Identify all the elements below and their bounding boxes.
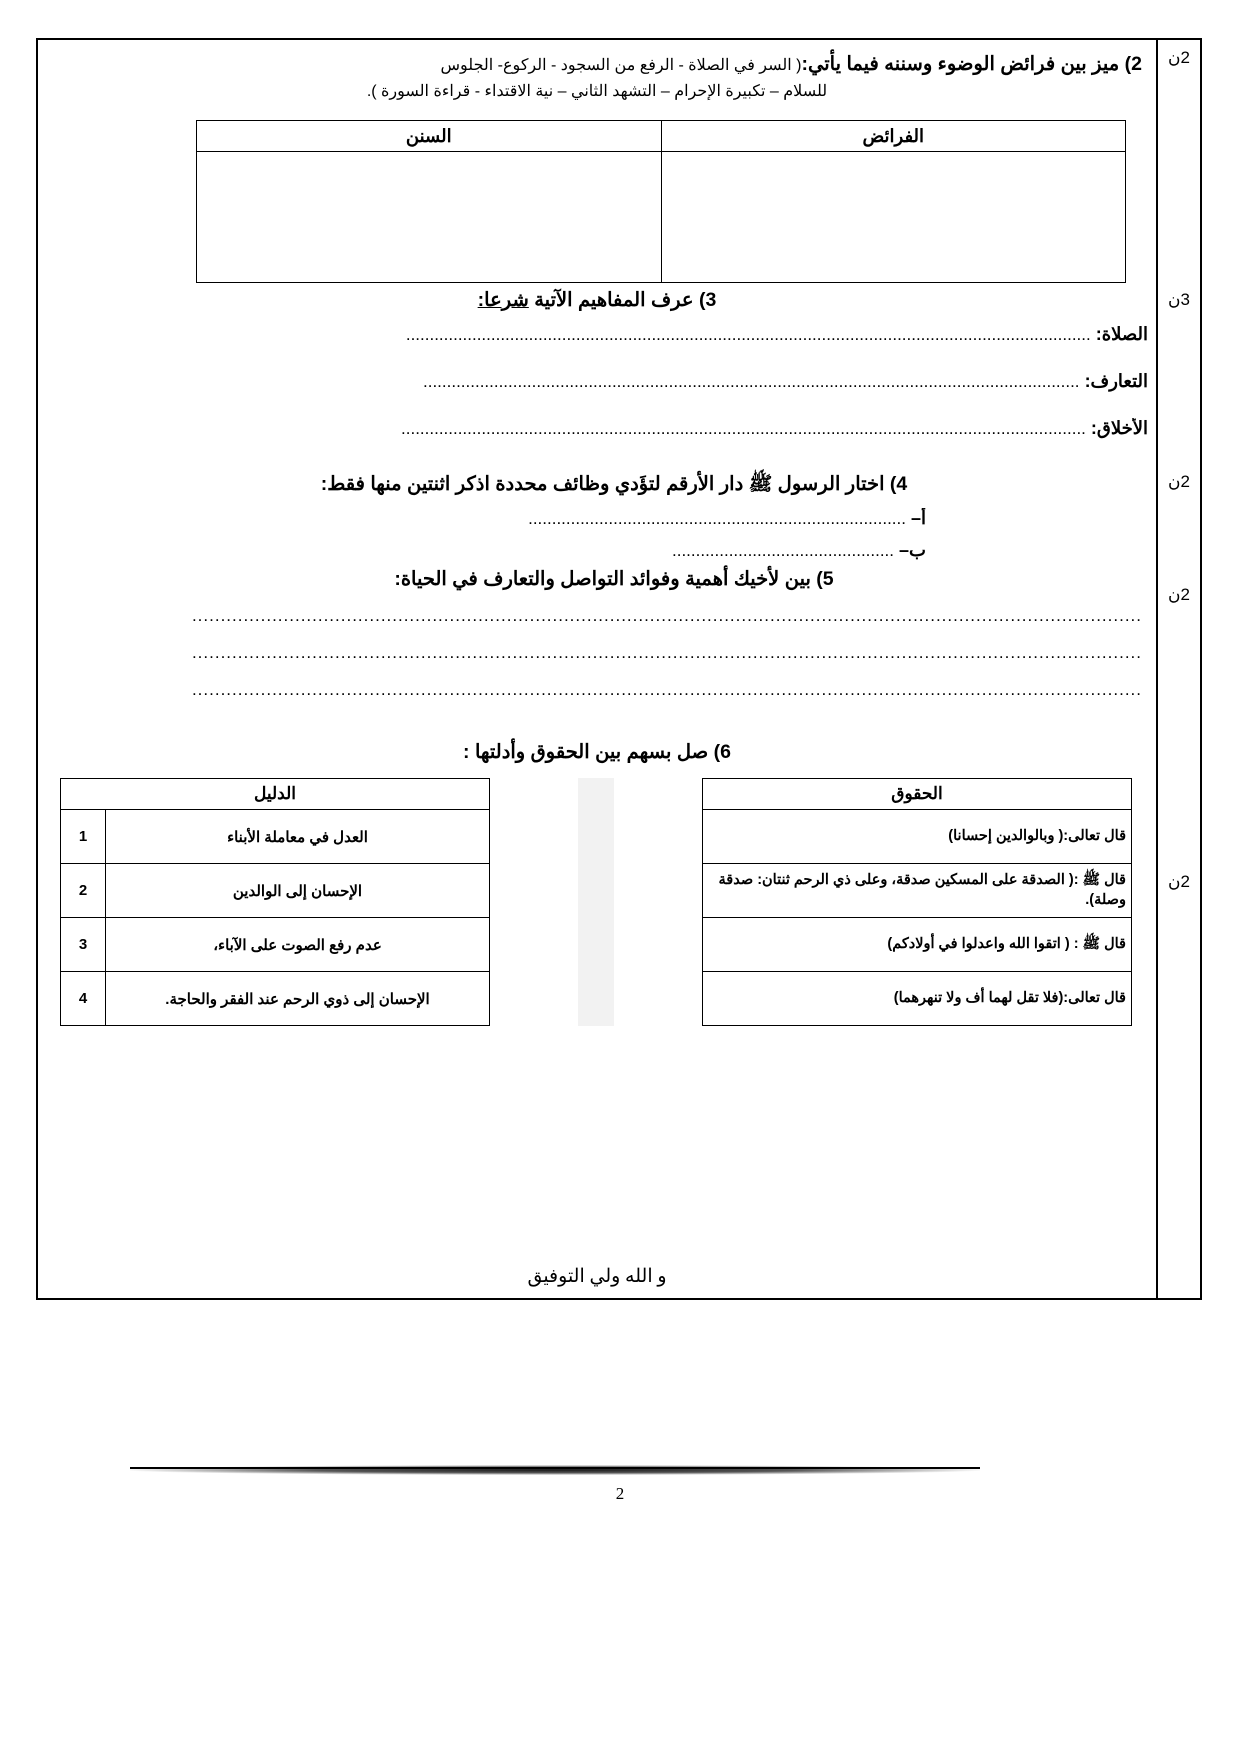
question-4-dots-a: ................................................................................ xyxy=(528,509,906,528)
footer-rule-line xyxy=(130,1467,980,1469)
closing-phrase: و الله ولي التوفيق xyxy=(527,1266,667,1287)
question-5-dots-2: ...................................................................................................................................................................... xyxy=(191,643,1142,662)
question-3-label-taaruf: التعارف: xyxy=(1084,371,1148,391)
question-4-item-a[interactable] xyxy=(528,508,926,529)
rights-item-1[interactable]: قال تعالى:( وبالوالدين إحسانا) xyxy=(703,810,1132,864)
question-4-title: 4) اختار الرسول ﷺ دار الأرقم لتؤَدي وظائف محددة اذكر اثنتين منها فقط: xyxy=(320,473,908,495)
question-4-label-b: ب– xyxy=(899,540,926,560)
question-3-title xyxy=(38,288,1156,312)
table-row[interactable] xyxy=(703,918,1132,972)
proof-number-4: 4 xyxy=(61,972,106,1026)
rights-table xyxy=(702,778,1132,1026)
question-2-title-main: 2) ميز بين فرائض الوضوء وسننه فيما يأتي: xyxy=(801,53,1142,75)
exam-frame xyxy=(36,38,1202,1300)
rights-item-2[interactable]: قال ﷺ :( الصدقة على المسكين صدقة، وعلى ذي الرحم ثنتان: صدقة وصلة). xyxy=(703,864,1132,918)
mark-q2: 2ن xyxy=(1168,48,1190,67)
proof-number-2: 2 xyxy=(61,864,106,918)
question-3-item-akhlaq[interactable] xyxy=(50,418,1148,439)
question-4-label-a: أ– xyxy=(910,508,926,528)
question-5-dots-1: ...................................................................................................................................................................... xyxy=(191,606,1142,625)
question-3-item-taaruf[interactable] xyxy=(50,371,1148,392)
question-6-title: 6) صل بسهم بين الحقوق وأدلتها : xyxy=(463,741,731,763)
header-rights: الحقوق xyxy=(703,779,1132,810)
question-2-table-wrapper xyxy=(196,120,1126,283)
question-3-label-salat: الصلاة: xyxy=(1095,324,1148,344)
proof-text-2[interactable]: الإحسان إلى الوالدين xyxy=(106,864,490,918)
question-3-title-prefix: 3) عرف المفاهيم الآتية xyxy=(528,289,717,311)
proofs-table-wrapper xyxy=(60,778,490,1026)
question-4-item-b[interactable] xyxy=(672,540,926,561)
page-number: 2 xyxy=(615,1484,625,1503)
marks-column xyxy=(1156,40,1200,1298)
question-5-title: 5) بين لأخيك أهمية وفوائد التواصل والتعارف في الحياة: xyxy=(394,568,834,590)
question-2-title xyxy=(52,50,1142,79)
question-3-title-underlined: شرعا: xyxy=(477,289,529,311)
matching-gap[interactable] xyxy=(578,778,614,1026)
table-row[interactable] xyxy=(703,864,1132,918)
question-4-dots-b: ............................................... xyxy=(672,541,895,560)
rights-item-3[interactable]: قال ﷺ : ( اتقوا الله واعدلوا في أولادكم) xyxy=(703,918,1132,972)
proof-number-1: 1 xyxy=(61,810,106,864)
mark-q6: 2ن xyxy=(1168,872,1190,891)
proof-text-1[interactable]: العدل في معاملة الأبناء xyxy=(106,810,490,864)
mark-q5: 2ن xyxy=(1168,585,1190,604)
table-row[interactable] xyxy=(703,972,1132,1026)
proof-text-4[interactable]: الإحسان إلى ذوي الرحم عند الفقر والحاجة. xyxy=(106,972,490,1026)
table-header-row xyxy=(61,779,490,810)
table-header-row xyxy=(703,779,1132,810)
question-3-label-akhlaq: الأخلاق: xyxy=(1090,418,1148,438)
rights-table-wrapper xyxy=(702,778,1132,1026)
question-2 xyxy=(52,50,1142,101)
question-5-answer-line-2[interactable] xyxy=(52,642,1142,663)
question-2-title-line2: للسلام – تكبيرة الإحرام – التشهد الثاني – نية الاقتداء - قراءة السورة ). xyxy=(366,83,828,101)
faraid-sunan-table xyxy=(196,120,1126,283)
table-header-row xyxy=(197,121,1126,152)
question-5-answer-line-1[interactable] xyxy=(52,605,1142,626)
answer-cell-faraid[interactable] xyxy=(661,152,1126,283)
rights-item-4[interactable]: قال تعالى:(فلا تقل لهما أف ولا تنهرهما) xyxy=(703,972,1132,1026)
question-3-dots-akhlaq: ................................................................................................................................................. xyxy=(401,419,1086,438)
table-row[interactable] xyxy=(61,972,490,1026)
question-3-item-salat[interactable] xyxy=(50,324,1148,345)
table-row[interactable] xyxy=(61,918,490,972)
answer-cell-sunan[interactable] xyxy=(197,152,662,283)
table-row[interactable] xyxy=(61,864,490,918)
table-row[interactable] xyxy=(703,810,1132,864)
header-proof: الدليل xyxy=(61,779,490,810)
proof-text-3[interactable]: عدم رفع الصوت على الآباء، xyxy=(106,918,490,972)
question-5-answer-line-3[interactable] xyxy=(52,679,1142,700)
proofs-table xyxy=(60,778,490,1026)
questions-column xyxy=(38,40,1156,1298)
proof-number-3: 3 xyxy=(61,918,106,972)
question-5-dots-3: ...................................................................................................................................................................... xyxy=(191,680,1142,699)
question-2-title-detail: ( السر في الصلاة - الرفع من السجود - الركوع- الجلوس xyxy=(440,57,802,74)
header-faraid: الفرائض xyxy=(661,121,1126,152)
question-3-dots-salat: ................................................................................................................................................. xyxy=(405,325,1091,344)
table-row xyxy=(197,152,1126,283)
question-6-matching xyxy=(60,778,1132,1026)
header-sunan: السنن xyxy=(197,121,662,152)
table-row[interactable] xyxy=(61,810,490,864)
mark-q4: 2ن xyxy=(1168,472,1190,491)
mark-q3: 3ن xyxy=(1168,290,1190,309)
question-3-dots-taaruf: ........................................................................................................................................... xyxy=(423,372,1080,391)
